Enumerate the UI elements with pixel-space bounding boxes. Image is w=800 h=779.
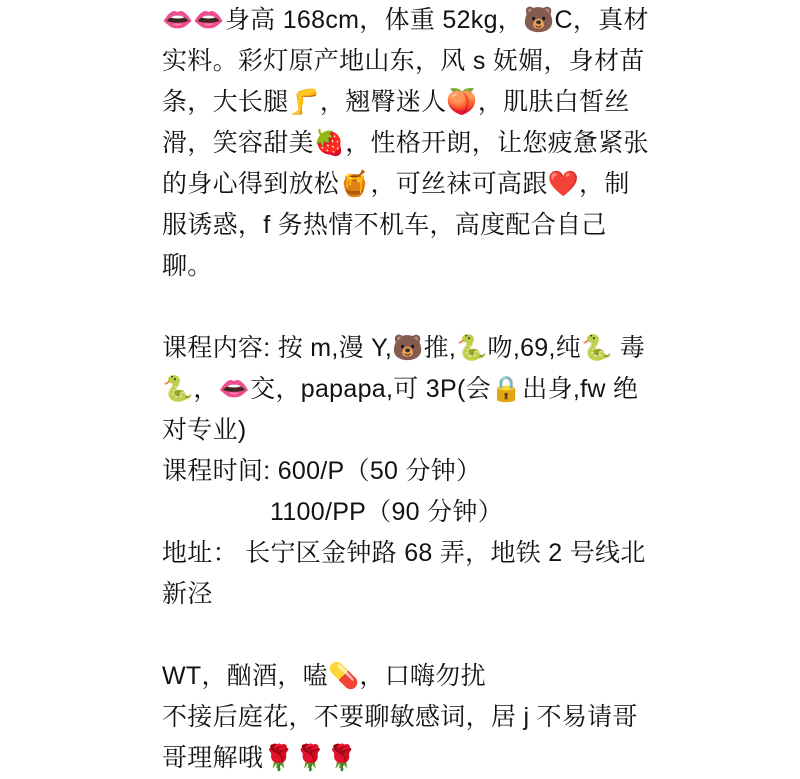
paragraph-spacer-2 [162, 615, 654, 656]
document-content [162, 0, 654, 779]
paragraph-course-time-1: 课程时间: 600/P（50 分钟） [162, 457, 482, 485]
paragraph-course-content: 课程内容: 按 m,漫 Y,🐻推,🐍吻,69,纯🐍 毒🐍，👄交，papapa,可 3P(会🔒出身,fw 绝对专业) [162, 334, 646, 444]
paragraph-spacer [162, 287, 654, 328]
paragraph-notes-2: 不接后庭花，不要聊敏感词，居 j 不易请哥哥理解哦🌹🌹🌹 [162, 703, 638, 772]
paragraph-address: 地址： 长宁区金钟路 68 弄，地铁 2 号线北新泾 [162, 539, 646, 608]
paragraph-notes-1: WT，酗酒，嗑💊，口嗨勿扰 [162, 662, 486, 690]
paragraph-course-time-2: 1100/PP（90 分钟） [270, 498, 504, 526]
paragraph-profile: 👄👄身高 168cm，体重 52kg，🐻C，真材实料。彩灯原产地山东，风 s 妩媚，身材苗条，大长腿🦵，翘臀迷人🍑，肌肤白皙丝滑，笑容甜美🍓，性格开朗，让您疲惫紧张的身心得到放松🍯，可丝袜可高跟❤️，制服诱惑，f 务热情不机车，高度配合自己聊。 [162, 6, 649, 280]
